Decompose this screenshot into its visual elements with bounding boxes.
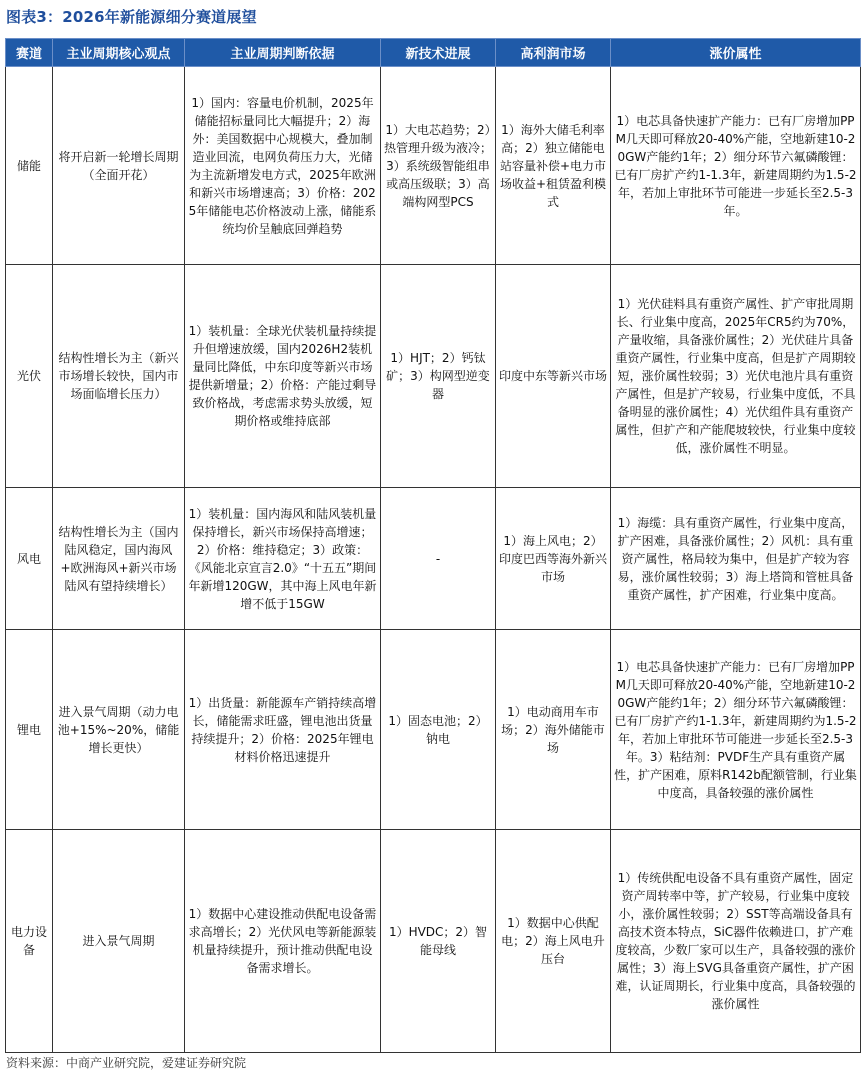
cell-basis: 1）装机量：全球光伏装机量持续提升但增速放缓，国内2026H2装机量同比降低，中东印度等新兴市场提供新增量；2）价格：产能过剩导致价格战，考虑需求势头放缓，短期价格或维持底部	[185, 265, 381, 488]
table-row	[6, 630, 861, 830]
table-row	[6, 265, 861, 488]
cell-basis: 1）国内：容量电价机制，2025年储能招标量同比大幅提升；2）海外：美国数据中心规模大，叠加制造业回流，电网负荷压力大，光储为主流新增发电方式，2025年欧洲和新兴市场增速高；3）价格：2025年储能电芯价格波动上涨，储能系统均价呈触底回弹趋势	[185, 67, 381, 265]
cell-profit: 1）海外大储毛利率高；2）独立储能电站容量补偿+电力市场收益+租赁盈利模式	[496, 67, 611, 265]
cell-tech: 1）HVDC；2）智能母线	[381, 830, 496, 1053]
cell-price: 1）电芯具备快速扩产能力：已有厂房增加PPM几天即可释放20-40%产能，空地新建10-20GW产能约1年；2）细分环节六氟磷酸锂：已有厂房扩产约1-1.3年，新建周期约为1.5-2年，若加上审批环节可能进一步延长至2.5-3年。	[611, 67, 861, 265]
table-row	[6, 67, 861, 265]
cell-view: 结构性增长为主（新兴市场增长较快，国内市场面临增长压力）	[53, 265, 185, 488]
header-view: 主业周期核心观点	[53, 39, 185, 67]
table-row	[6, 830, 861, 1053]
cell-tech: 1）大电芯趋势；2）热管理升级为液冷；3）系统级智能组串或高压级联；3）高端构网型PCS	[381, 67, 496, 265]
cell-price: 1）光伏硅料具有重资产属性、扩产审批周期长、行业集中度高，2025年CR5约为70%，产量收缩，具备涨价属性；2）光伏硅片具备重资产属性，行业集中度高，但是扩产周期较短，涨价属性较弱；3）光伏电池片具有重资产属性，但是扩产较易，行业集中度低，不具备明显的涨价属性；4）光伏组件具有重资产属性，但扩产和产能爬坡较快，行业集中度较低，涨价属性不明显。	[611, 265, 861, 488]
cell-profit: 1）电动商用车市场；2）海外储能市场	[496, 630, 611, 830]
header-profit: 高利润市场	[496, 39, 611, 67]
header-track: 赛道	[6, 39, 53, 67]
cell-track: 电力设备	[6, 830, 53, 1053]
cell-tech: -	[381, 488, 496, 630]
cell-track: 储能	[6, 67, 53, 265]
cell-price: 1）传统供配电设备不具有重资产属性，固定资产周转率中等，扩产较易，行业集中度较小，涨价属性较弱；2）SST等高端设备具有高技术资本特点，SiC器件依赖进口，扩产难度较高，少数厂家可以生产，具备较强的涨价属性；3）海上SVG具备重资产属性，扩产困难，认证周期长，行业集中度高，具备较强的涨价属性	[611, 830, 861, 1053]
cell-track: 光伏	[6, 265, 53, 488]
cell-basis: 1）装机量：国内海风和陆风装机量保持增长，新兴市场保持高增速；2）价格：维持稳定；3）政策：《风能北京宣言2.0》“十五五”期间年新增120GW，其中海上风电年新增不低于15GW	[185, 488, 381, 630]
cell-view: 进入景气周期（动力电池+15%~20%，储能增长更快）	[53, 630, 185, 830]
table-row	[6, 488, 861, 630]
cell-view: 进入景气周期	[53, 830, 185, 1053]
cell-tech: 1）固态电池；2）钠电	[381, 630, 496, 830]
source-note: 资料来源：中商产业研究院，爱建证券研究院	[6, 1056, 247, 1070]
header-tech: 新技术进展	[381, 39, 496, 67]
cell-basis: 1）数据中心建设推动供配电设备需求高增长；2）光伏风电等新能源装机量持续提升，预计推动供配电设备需求增长。	[185, 830, 381, 1053]
table-header-row	[6, 39, 861, 67]
header-price: 涨价属性	[611, 39, 861, 67]
cell-view: 将开启新一轮增长周期（全面开花）	[53, 67, 185, 265]
cell-profit: 印度中东等新兴市场	[496, 265, 611, 488]
cell-profit: 1）数据中心供配电；2）海上风电升压台	[496, 830, 611, 1053]
outlook-table	[5, 38, 861, 1053]
header-basis: 主业周期判断依据	[185, 39, 381, 67]
cell-profit: 1）海上风电；2）印度巴西等海外新兴市场	[496, 488, 611, 630]
page-title: 图表3：2026年新能源细分赛道展望	[6, 8, 257, 26]
cell-track: 锂电	[6, 630, 53, 830]
cell-basis: 1）出货量：新能源车产销持续高增长，储能需求旺盛，锂电池出货量持续提升；2）价格：2025年锂电材料价格迅速提升	[185, 630, 381, 830]
cell-track: 风电	[6, 488, 53, 630]
cell-view: 结构性增长为主（国内陆风稳定，国内海风+欧洲海风+新兴市场陆风有望持续增长）	[53, 488, 185, 630]
cell-tech: 1）HJT；2）钙钛矿；3）构网型逆变器	[381, 265, 496, 488]
cell-price: 1）电芯具备快速扩产能力：已有厂房增加PPM几天即可释放20-40%产能，空地新建10-20GW产能约1年；2）细分环节六氟磷酸锂：已有厂房扩产约1-1.3年，新建周期约为1.5-2年，若加上审批环节可能进一步延长至2.5-3年。3）粘结剂：PVDF生产具有重资产属性，扩产困难，原料R142b配额管制，行业集中度高，具备较强的涨价属性	[611, 630, 861, 830]
cell-price: 1）海缆：具有重资产属性，行业集中度高，扩产困难，具备涨价属性；2）风机：具有重资产属性，格局较为集中，但是扩产较为容易，涨价属性较弱；3）海上塔筒和管桩具备重资产属性，扩产困难，行业集中度高。	[611, 488, 861, 630]
